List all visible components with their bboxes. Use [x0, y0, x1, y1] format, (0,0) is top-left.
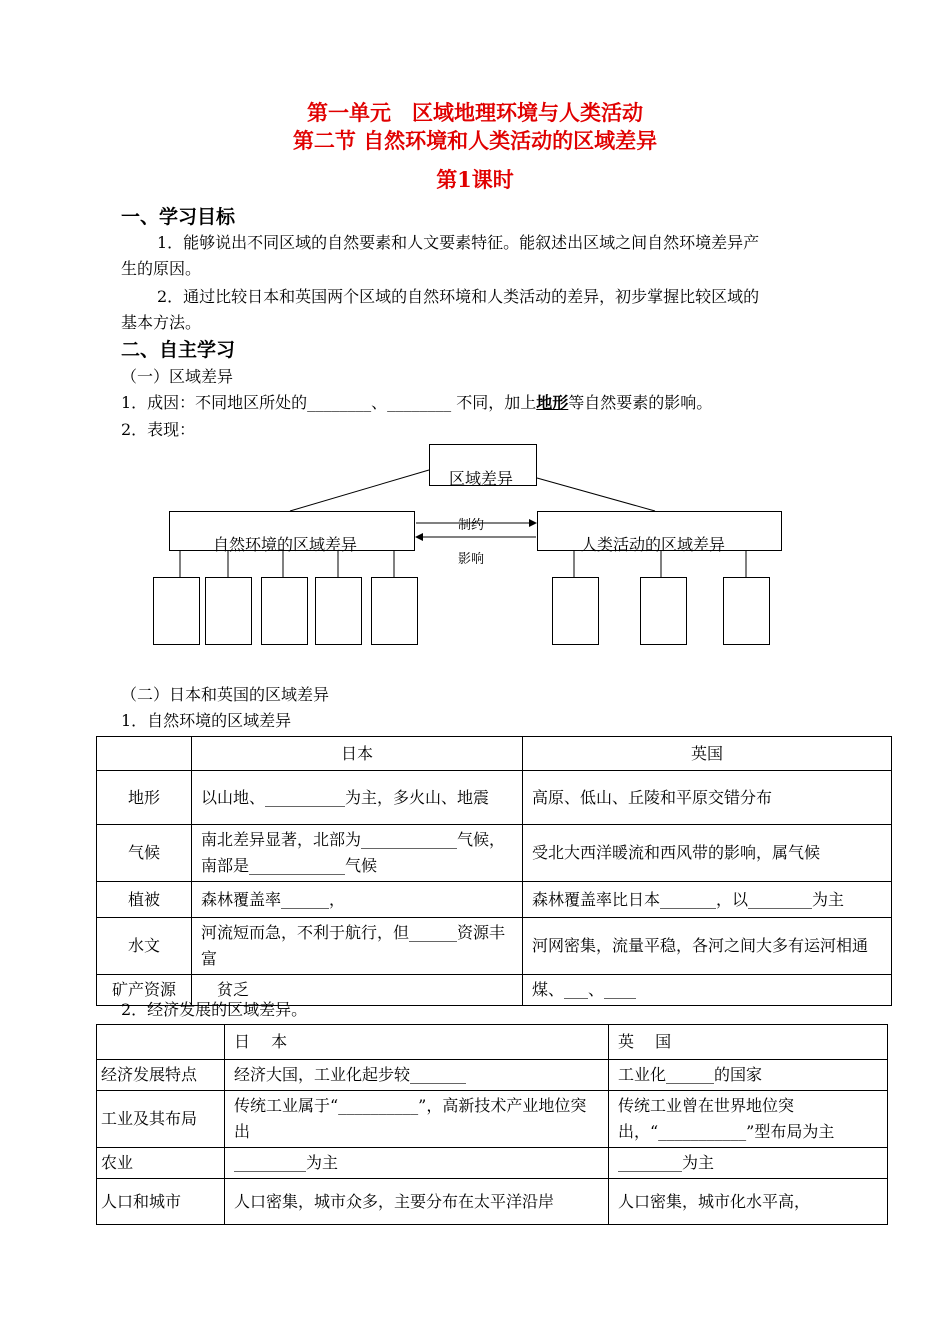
influence-label: 影响	[458, 552, 485, 567]
table-row: 农业 _________为主 ________为主	[97, 1148, 888, 1179]
table-header-row: 日 本 英 国	[97, 1025, 888, 1060]
table-header-row: 日本 英国	[97, 737, 892, 771]
natural-environment-table	[96, 736, 892, 1006]
sub-heading-japan-uk: （二）日本和英国的区域差异	[121, 685, 330, 704]
blank-box	[724, 578, 770, 645]
blank-box	[372, 578, 418, 645]
table2-caption: 2．经济发展的区域差异。	[121, 1000, 308, 1019]
heading-goals: 一、学习目标	[121, 206, 236, 228]
cause-item: 1．成因：不同地区所处的________、________ 不同，加上地形等自然要素的影响。	[121, 393, 713, 412]
economic-development-table	[96, 1024, 888, 1225]
table-row: 经济发展特点 经济大国，工业化起步较_______ 工业化______的国家	[97, 1060, 888, 1091]
blank-box	[316, 578, 362, 645]
goal-2-line1: 2．通过比较日本和英国两个区域的自然环境和人类活动的差异，初步掌握比较区域的	[157, 287, 760, 306]
table-row: 地形 以山地、__________为主，多火山、地震 高原、低山、丘陵和平原交错分布	[97, 771, 892, 825]
human-label: 人类活动的区域差异	[581, 535, 726, 554]
table-row: 植被 森林覆盖率______， 森林覆盖率比日本_______，以________为主	[97, 882, 892, 918]
table1-caption: 1．自然环境的区域差异	[121, 711, 292, 730]
table-row: 水文 河流短而急，不利于航行，但______资源丰富 河网密集，流量平稳，各河之间大多有运河相通	[97, 918, 892, 975]
goal-2-line2: 基本方法。	[121, 313, 202, 332]
table-row: 人口和城市 人口密集，城市众多，主要分布在太平洋沿岸 人口密集，城市化水平高，	[97, 1179, 888, 1225]
connector-line	[290, 470, 429, 511]
blank-box	[206, 578, 252, 645]
blank-box	[154, 578, 200, 645]
blank-box	[262, 578, 308, 645]
table-row: 气候 南北差异显著，北部为____________气候，南部是____________气候 受北大西洋暖流和西风带的影响，属气候	[97, 825, 892, 882]
connector-line	[537, 478, 655, 511]
section-title: 第二节 自然环境和人类活动的区域差异	[292, 128, 658, 153]
goal-1-line2: 生的原因。	[121, 259, 202, 278]
manifestation-item: 2．表现：	[121, 420, 196, 439]
nature-label: 自然环境的区域差异	[213, 535, 358, 554]
sub-heading-regional-difference: （一）区域差异	[121, 367, 234, 386]
constrain-label: 制约	[458, 518, 485, 533]
unit-title: 第一单元 区域地理环境与人类活动	[307, 100, 643, 125]
table-row: 工业及其布局 传统工业属于“__________”，高新技术产业地位突出 传统工业曾在世界地位突出，“___________”型布局为主	[97, 1091, 888, 1148]
goal-1-line1: 1．能够说出不同区域的自然要素和人文要素特征。能叙述出区域之间自然环境差异产	[157, 233, 760, 252]
blank-box	[641, 578, 687, 645]
lesson-title: 第1课时	[436, 167, 514, 192]
blank-box	[553, 578, 599, 645]
table-row: 矿产资源 贫乏 煤、___、____	[97, 975, 892, 1006]
root-label: 区域差异	[449, 469, 514, 488]
heading-self-study: 二、自主学习	[121, 339, 236, 361]
